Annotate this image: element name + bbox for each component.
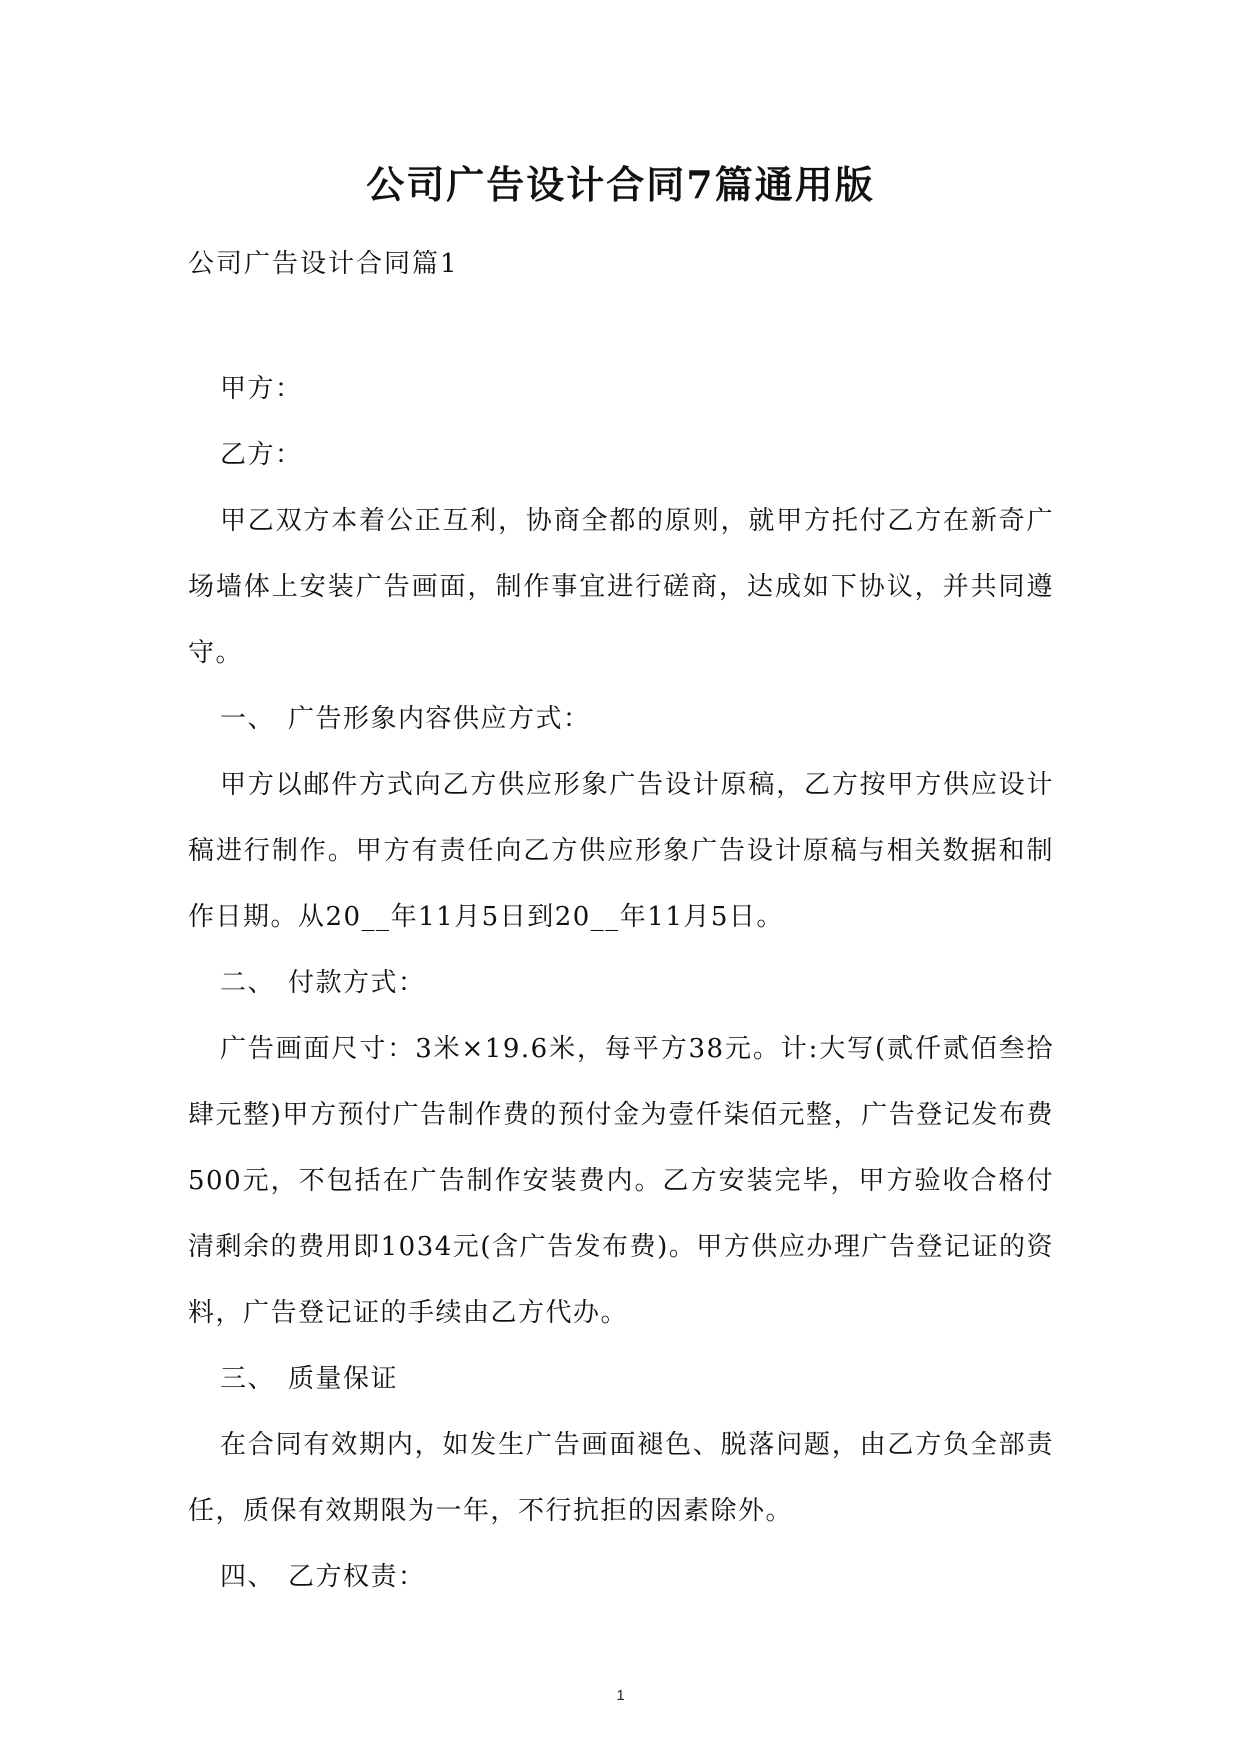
section-label: 质量保证 [288, 1364, 399, 1394]
document-body [188, 356, 1054, 1610]
section-label: 广告形象内容供应方式： [288, 704, 591, 734]
section-1-paragraph: 甲方以邮件方式向乙方供应形象广告设计原稿，乙方按甲方供应设计稿进行制作。甲方有责任向乙方供应形象广告设计原稿与相关数据和制作日期。从20__年11月5日到20__年11月5日。 [188, 770, 1054, 932]
party-a-line: 甲方： [220, 374, 303, 404]
contract-subtitle: 公司广告设计合同篇1 [188, 249, 459, 279]
section-heading-2 [188, 950, 1054, 1016]
section-label: 乙方权责： [288, 1562, 426, 1592]
section-number: 二、 [220, 968, 276, 998]
section-number: 三、 [220, 1364, 276, 1394]
intro-paragraph: 甲乙双方本着公正互利，协商全都的原则，就甲方托付乙方在新奇广场墙体上安装广告画面，制作事宜进行磋商，达成如下协议，并共同遵守。 [188, 506, 1054, 668]
page-number: 1 [616, 1687, 625, 1704]
section-number: 四、 [220, 1562, 276, 1592]
section-heading-4 [188, 1544, 1054, 1610]
section-heading-1 [188, 686, 1054, 752]
document-title: 公司广告设计合同7篇通用版 [366, 162, 875, 207]
party-b-line: 乙方： [220, 440, 303, 470]
section-3-paragraph: 在合同有效期内，如发生广告画面褪色、脱落问题，由乙方负全部责任，质保有效期限为一年，不行抗拒的因素除外。 [188, 1430, 1054, 1526]
section-heading-3 [188, 1346, 1054, 1412]
section-label: 付款方式： [288, 968, 426, 998]
section-2-paragraph: 广告画面尺寸：3米×19.6米，每平方38元。计:大写(贰仟贰佰叁拾肆元整)甲方预付广告制作费的预付金为壹仟柒佰元整，广告登记发布费500元，不包括在广告制作安装费内。乙方安装完毕，甲方验收合格付清剩余的费用即1034元(含广告发布费)。甲方供应办理广告登记证的资料，广告登记证的手续由乙方代办。 [188, 1034, 1054, 1328]
section-number: 一、 [220, 704, 276, 734]
